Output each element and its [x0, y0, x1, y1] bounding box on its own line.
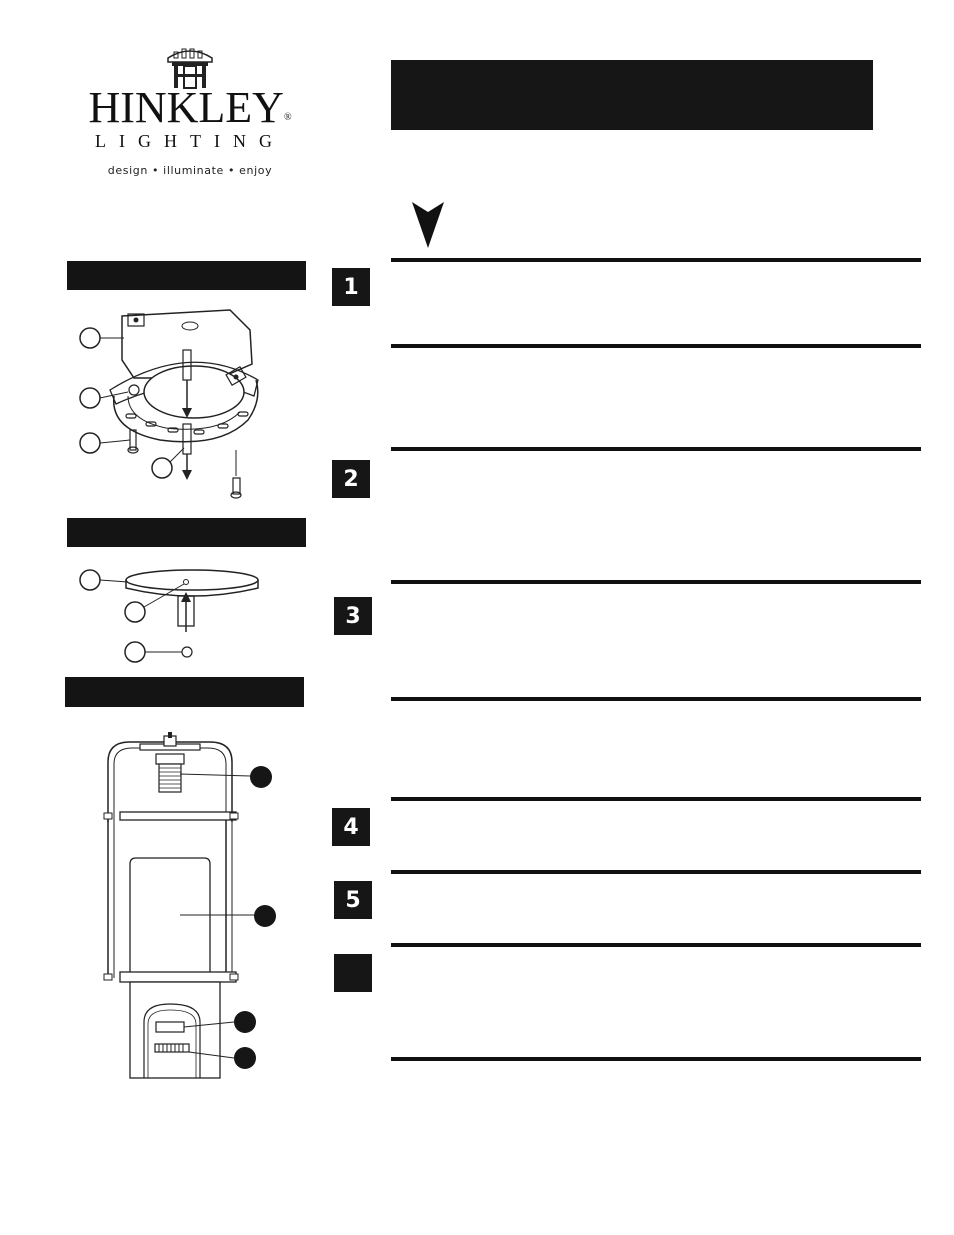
rule-7: [391, 870, 921, 874]
brand-name: [72, 83, 308, 132]
brand-tagline: design • illuminate • enjoy: [107, 164, 273, 177]
step-badge-6: [334, 954, 372, 992]
down-arrow-icon: [410, 200, 446, 250]
rule-3: [391, 447, 921, 451]
rule-8: [391, 943, 921, 947]
canopy-diagram: [70, 560, 270, 670]
fixture-diagram: [100, 732, 290, 1082]
step-badge-1: 1: [332, 268, 370, 306]
rule-6: [391, 797, 921, 801]
registered-mark: ®: [283, 112, 292, 123]
title-bar: [391, 60, 873, 130]
rule-9: [391, 1057, 921, 1061]
step-badge-3: 3: [334, 597, 372, 635]
step-badge-5: 5: [334, 881, 372, 919]
section-bar-mounting-strap: [67, 261, 306, 290]
section-bar-canopy: [67, 518, 306, 547]
brand-subtitle: LIGHTING: [95, 131, 285, 151]
step-badge-4: 4: [332, 808, 370, 846]
mounting-strap-diagram: [70, 300, 310, 510]
rule-4: [391, 580, 921, 584]
brand-name-text: HINKLEY: [88, 83, 284, 132]
section-bar-fixture: [65, 677, 304, 707]
step-badge-2: 2: [332, 460, 370, 498]
rule-2: [391, 344, 921, 348]
rule-1: [391, 258, 921, 262]
rule-5: [391, 697, 921, 701]
